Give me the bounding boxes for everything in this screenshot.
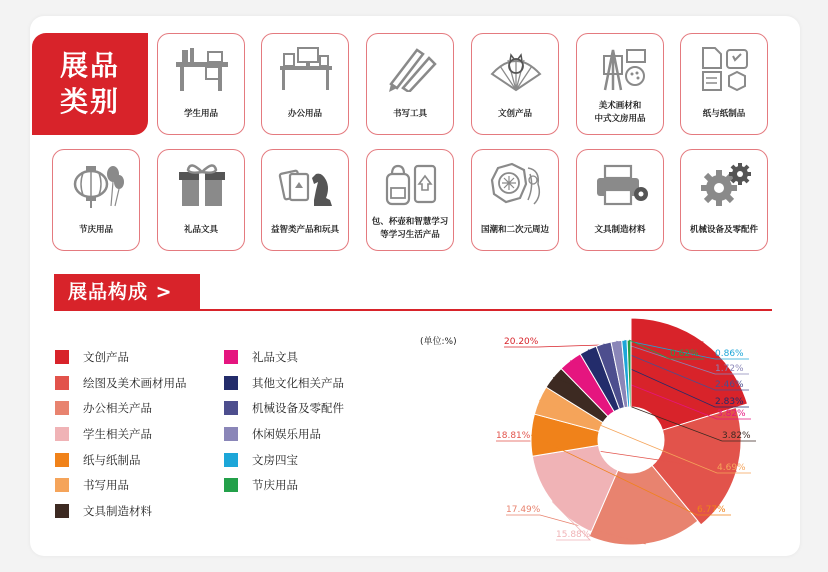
data-label: 17.49% <box>506 505 541 515</box>
category-label: 包、杯壶和智慧学习 等学习生活产品 <box>371 217 449 240</box>
category-label: 文创产品 <box>497 109 532 119</box>
category-label: 礼品文具 <box>183 225 218 235</box>
title-line-1: 展品 <box>60 49 121 82</box>
category-label: 文具制造材料 <box>594 225 646 235</box>
legend-label: 纸与纸制品 <box>83 453 141 467</box>
data-label: 18.81% <box>496 431 531 441</box>
legend-label: 文创产品 <box>83 350 129 364</box>
legend-label: 机械设备及零配件 <box>252 401 344 415</box>
legend-label: 文房四宝 <box>252 453 298 467</box>
data-label: 2.83% <box>715 397 744 407</box>
data-label: 4.69% <box>717 463 746 473</box>
category-label: 学生用品 <box>183 109 218 119</box>
data-label: 3.82% <box>722 431 751 441</box>
data-label: 2.46% <box>715 380 744 390</box>
category-label: 益智类产品和玩具 <box>270 225 339 235</box>
unit-label: (单位:%) <box>420 337 457 347</box>
data-label: 6.77% <box>697 505 726 515</box>
category-label: 机械设备及零配件 <box>689 225 758 235</box>
data-label: 1.72% <box>715 364 744 374</box>
legend-label: 绘图及美术画材用品 <box>83 376 187 390</box>
legend-label: 节庆用品 <box>252 478 298 492</box>
data-label: 0.86% <box>715 349 744 359</box>
title-line-2: 类别 <box>60 85 121 118</box>
category-label: 书写工具 <box>392 109 427 119</box>
legend-label: 休闲娱乐用品 <box>252 427 321 441</box>
data-label: 15.88% <box>556 530 591 540</box>
section-title: 展品构成 > <box>54 274 200 310</box>
category-label: 美术画材和 中式文房用品 <box>594 101 646 124</box>
legend-label: 办公相关产品 <box>83 401 152 415</box>
legend-label: 书写用品 <box>83 478 129 492</box>
data-label: 3.82% <box>717 409 746 419</box>
legend-label: 其他文化相关产品 <box>252 376 344 390</box>
data-label: 20.20% <box>504 337 539 347</box>
data-label: 0.62% <box>670 349 699 359</box>
category-label: 办公用品 <box>287 109 322 119</box>
category-label: 纸与纸制品 <box>702 109 746 119</box>
legend-label: 礼品文具 <box>252 350 298 364</box>
legend-label: 文具制造材料 <box>83 504 152 518</box>
category-label: 国潮和二次元周边 <box>480 225 549 235</box>
legend-label: 学生相关产品 <box>83 427 152 441</box>
category-label: 节庆用品 <box>78 225 113 235</box>
